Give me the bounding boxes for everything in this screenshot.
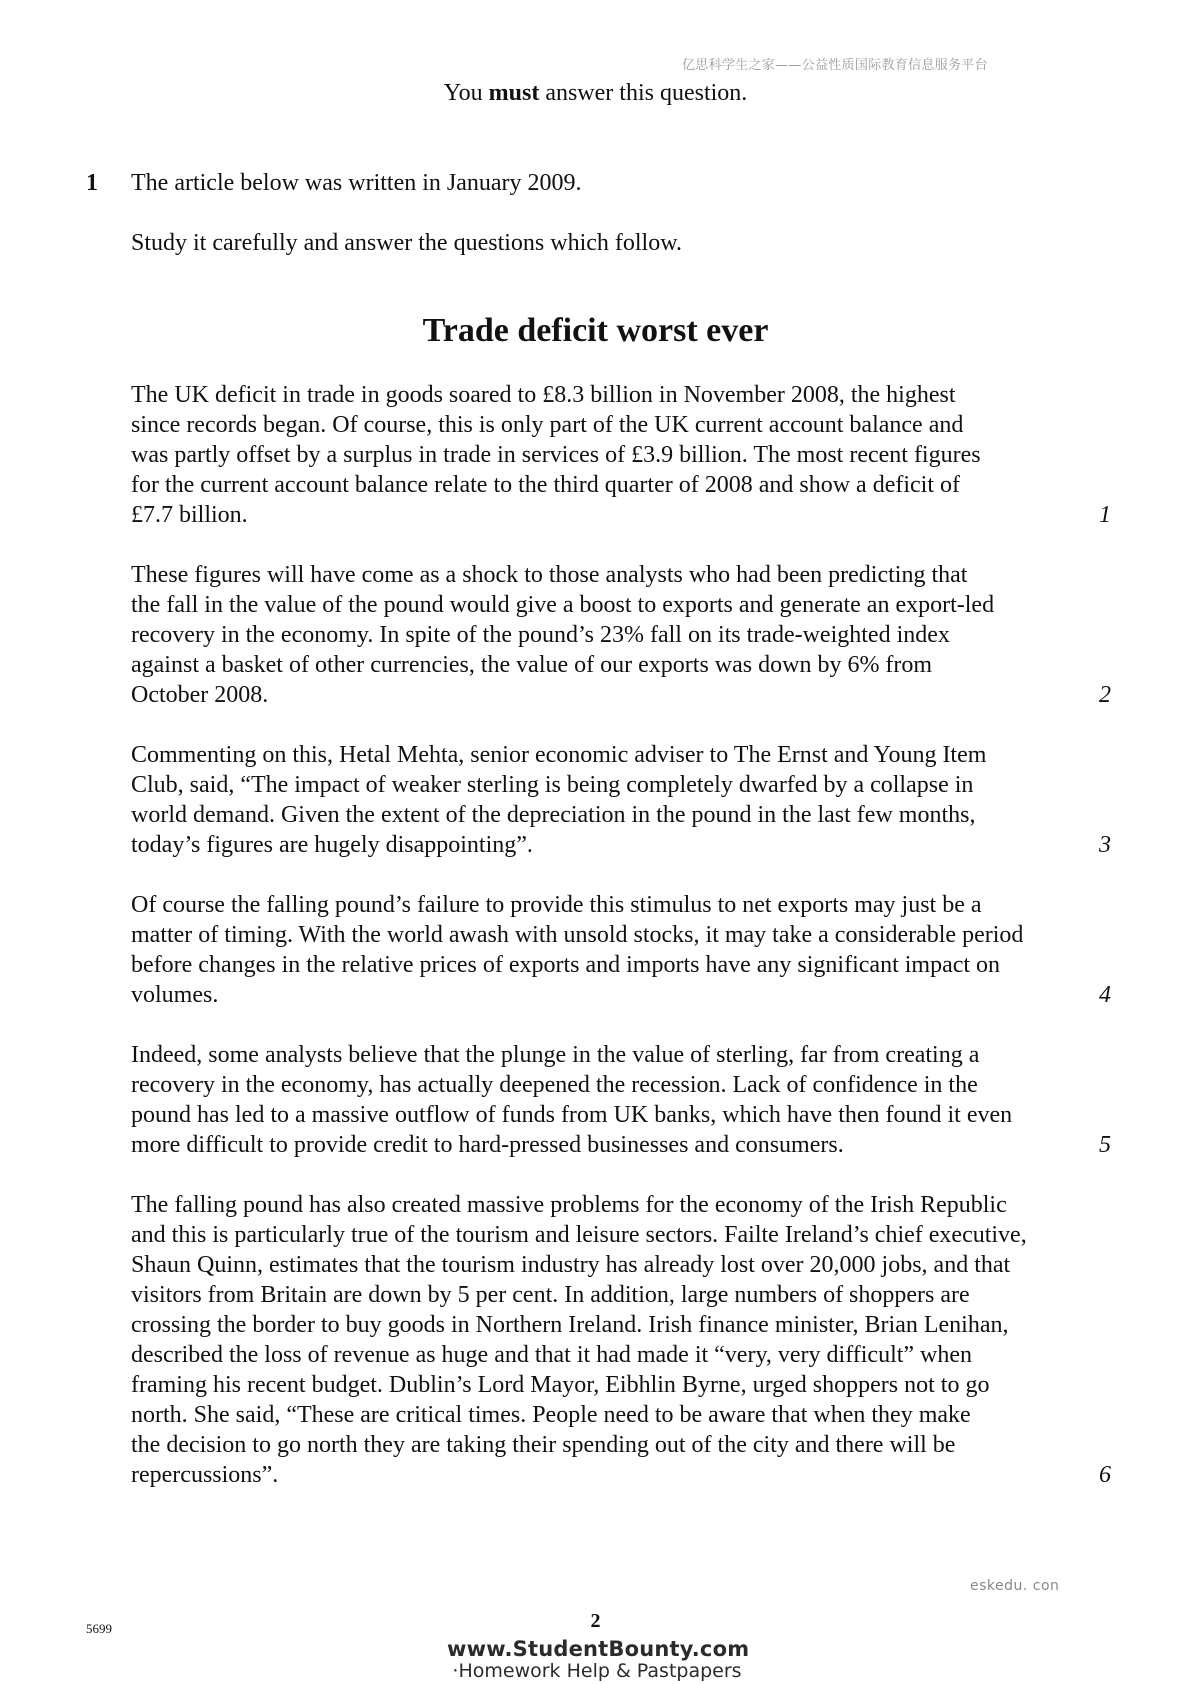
article-paragraph [131, 1190, 1111, 1490]
paragraph-line: Of course the falling pound’s failure to provide this stimulus to net exports may just be a [131, 892, 982, 918]
question-number: 1 [86, 170, 98, 196]
top-watermark: 亿思科学生之家——公益性质国际教育信息服务平台 [682, 58, 988, 73]
paragraph-line: the fall in the value of the pound would give a boost to exports and generate an export-led [131, 592, 995, 618]
paragraph-line: The falling pound has also created massive problems for the economy of the Irish Republic [131, 1192, 1007, 1218]
paragraph-line: north. She said, “These are critical times. People need to be aware that when they make [131, 1402, 971, 1428]
paragraph-line: Shaun Quinn, estimates that the tourism industry has already lost over 20,000 jobs, and that [131, 1252, 1011, 1278]
paragraph-line: Club, said, “The impact of weaker sterling is being completely dwarfed by a collapse in [131, 772, 974, 798]
paragraph-line: repercussions”. [131, 1462, 279, 1488]
line-reference-number: 3 [1099, 832, 1111, 858]
instruction-emphasis: must [488, 80, 540, 106]
question-instruction: Study it carefully and answer the questions which follow. [131, 230, 682, 256]
paragraph-line: pound has led to a massive outflow of funds from UK banks, which have then found it even [131, 1102, 1013, 1128]
paragraph-line: volumes. [131, 982, 219, 1008]
article-title: Trade deficit worst ever [422, 312, 769, 349]
paragraph-line: since records began. Of course, this is only part of the UK current account balance and [131, 412, 964, 438]
paragraph-line: recovery in the economy. In spite of the pound’s 23% fall on its trade-weighted index [131, 622, 950, 648]
line-reference-number: 6 [1099, 1462, 1111, 1488]
paragraph-line: Indeed, some analysts believe that the plunge in the value of sterling, far from creating a [131, 1042, 980, 1068]
article-paragraph [131, 380, 1111, 530]
paragraph-line: described the loss of revenue as huge and that it had made it “very, very difficult” when [131, 1342, 973, 1368]
paragraph-line: framing his recent budget. Dublin’s Lord Mayor, Eibhlin Byrne, urged shoppers not to go [131, 1372, 990, 1398]
article-body [131, 380, 1111, 1520]
paragraph-line: visitors from Britain are down by 5 per cent. In addition, large numbers of shoppers are [131, 1282, 970, 1308]
article-paragraph [131, 560, 1111, 710]
line-reference-number: 4 [1099, 982, 1111, 1008]
article-paragraph [131, 1040, 1111, 1160]
paragraph-line: Commenting on this, Hetal Mehta, senior economic adviser to The Ernst and Young Item [131, 742, 987, 768]
instruction-suffix: answer this question. [539, 80, 748, 106]
paragraph-line: before changes in the relative prices of exports and imports have any significant impact on [131, 952, 1001, 978]
paragraph-line: recovery in the economy, has actually deepened the recession. Lack of confidence in the [131, 1072, 978, 1098]
paragraph-line: the decision to go north they are taking their spending out of the city and there will be [131, 1432, 956, 1458]
line-reference-number: 2 [1099, 682, 1111, 708]
paragraph-line: matter of timing. With the world awash with unsold stocks, it may take a considerable period [131, 922, 1024, 948]
bottom-watermark: eskedu. con [970, 1578, 1060, 1594]
paragraph-line: £7.7 billion. [131, 502, 248, 528]
paragraph-line: more difficult to provide credit to hard-pressed businesses and consumers. [131, 1132, 844, 1158]
logo-line-1: www.StudentBounty.com [447, 1637, 750, 1661]
paragraph-line: and this is particularly true of the tourism and leisure sectors. Failte Ireland’s chief executive, [131, 1222, 1027, 1248]
line-reference-number: 1 [1099, 502, 1111, 528]
paper-code: 5699 [86, 1621, 112, 1636]
article-paragraph [131, 890, 1111, 1010]
paragraph-line: today’s figures are hugely disappointing”. [131, 832, 533, 858]
instruction-prefix: You [443, 80, 489, 106]
logo-line-2: ·Homework Help & Pastpapers [452, 1660, 742, 1682]
paragraph-line: against a basket of other currencies, the value of our exports was down by 6% from [131, 652, 933, 678]
page-number: 2 [590, 1610, 601, 1632]
exam-instruction [0, 80, 1191, 107]
question-intro: The article below was written in January 2009. [131, 170, 582, 196]
paragraph-line: world demand. Given the extent of the depreciation in the pound in the last few months, [131, 802, 976, 828]
paragraph-line: October 2008. [131, 682, 269, 708]
paragraph-line: The UK deficit in trade in goods soared to £8.3 billion in November 2008, the highest [131, 382, 956, 408]
article-paragraph [131, 740, 1111, 860]
studentbounty-logo [447, 1637, 750, 1682]
paragraph-line: was partly offset by a surplus in trade in services of £3.9 billion. The most recent figures [131, 442, 981, 468]
paragraph-line: for the current account balance relate to the third quarter of 2008 and show a deficit of [131, 472, 960, 498]
paragraph-line: crossing the border to buy goods in Northern Ireland. Irish finance minister, Brian Lenihan, [131, 1312, 1009, 1338]
paragraph-line: These figures will have come as a shock to those analysts who had been predicting that [131, 562, 968, 588]
line-reference-number: 5 [1099, 1132, 1111, 1158]
